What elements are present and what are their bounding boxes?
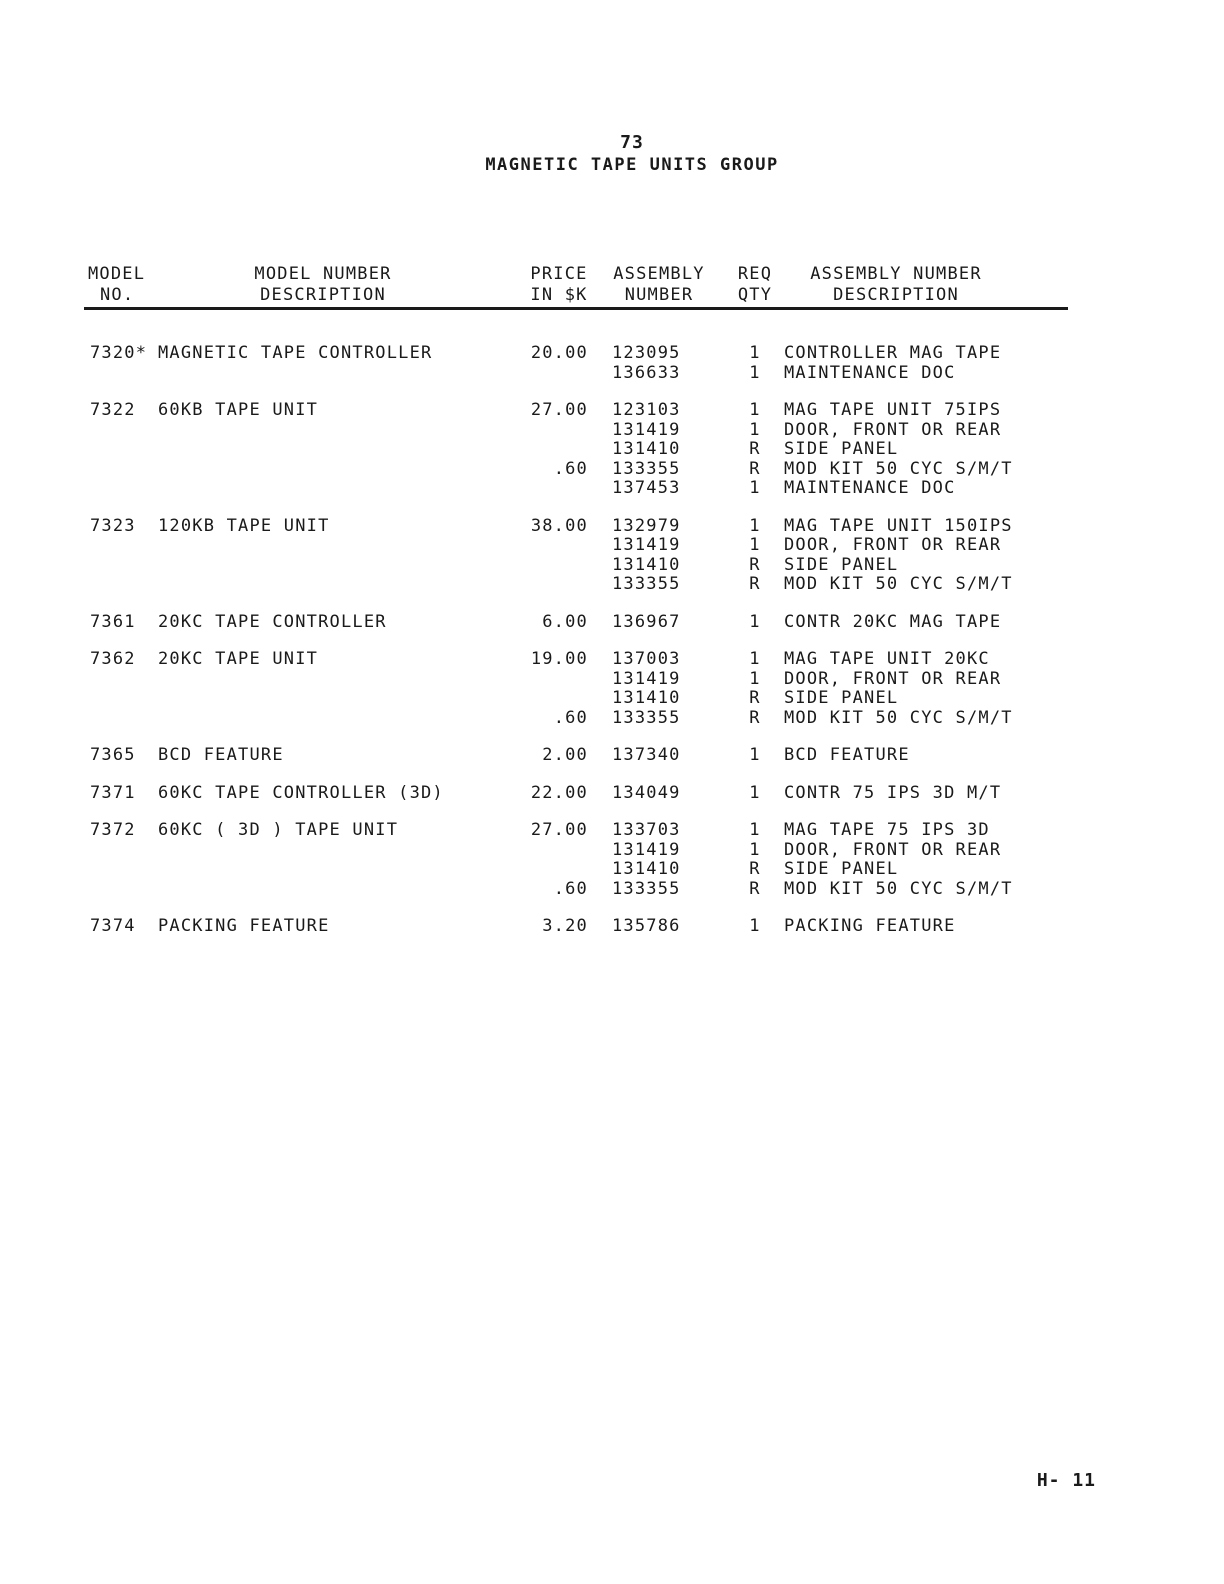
table-row xyxy=(0,363,1224,383)
model-number: 7361 xyxy=(90,611,136,632)
assembly-number: 134049 xyxy=(612,782,681,803)
assembly-number: 123103 xyxy=(612,400,681,420)
table-row xyxy=(0,649,1224,669)
table-row xyxy=(0,535,1224,555)
header-model-no-line1: MODEL xyxy=(88,264,146,284)
header-assembly-number xyxy=(609,264,709,306)
model-group xyxy=(0,820,1224,898)
table-row xyxy=(0,840,1224,860)
table-row xyxy=(0,400,1224,420)
req-qty: 1 xyxy=(749,419,761,440)
table-row xyxy=(0,343,1224,363)
assembly-number: 133355 xyxy=(612,707,681,728)
assembly-description: SIDE PANEL xyxy=(784,554,899,575)
req-qty: R xyxy=(749,878,761,899)
model-group xyxy=(0,745,1224,765)
assembly-description: CONTR 20KC MAG TAPE xyxy=(784,611,1002,632)
model-number: 7374 xyxy=(90,916,136,936)
assembly-number: 135786 xyxy=(612,916,681,936)
parts-table xyxy=(0,343,1224,954)
assembly-number: 137340 xyxy=(612,745,681,765)
header-price-line1: PRICE xyxy=(530,264,588,284)
req-qty: 1 xyxy=(749,839,761,860)
assembly-description: MAG TAPE 75 IPS 3D xyxy=(784,820,990,840)
assembly-description: DOOR, FRONT OR REAR xyxy=(784,535,1002,555)
assembly-description: BCD FEATURE xyxy=(784,745,910,765)
req-qty: 1 xyxy=(749,611,761,632)
title-block xyxy=(0,132,1224,175)
page-number: H- 11 xyxy=(1036,1470,1096,1491)
model-group xyxy=(0,783,1224,803)
header-divider xyxy=(84,307,1068,310)
model-description: 120KB TAPE UNIT xyxy=(158,515,330,536)
price: 2.00 xyxy=(542,745,588,765)
model-description: 20KC TAPE CONTROLLER xyxy=(158,611,387,632)
model-description: PACKING FEATURE xyxy=(158,916,330,936)
assembly-description: DOOR, FRONT OR REAR xyxy=(784,668,1002,689)
req-qty: 1 xyxy=(749,535,761,555)
req-qty: 1 xyxy=(749,343,761,363)
req-qty: 1 xyxy=(749,515,761,536)
header-assembly-number-line2: NUMBER xyxy=(624,285,694,305)
price: 19.00 xyxy=(530,649,588,669)
model-description: 60KC ( 3D ) TAPE UNIT xyxy=(158,820,399,840)
header-req-qty-line1: REQ xyxy=(737,264,773,284)
assembly-number: 133355 xyxy=(612,878,681,899)
assembly-number: 131410 xyxy=(612,439,681,459)
req-qty: 1 xyxy=(749,400,761,420)
assembly-description: SIDE PANEL xyxy=(784,439,899,459)
group-number: 73 xyxy=(620,132,644,153)
assembly-description: MOD KIT 50 CYC S/M/T xyxy=(784,574,1013,594)
assembly-description: MOD KIT 50 CYC S/M/T xyxy=(784,458,1013,479)
table-row xyxy=(0,688,1224,708)
model-description: MAGNETIC TAPE CONTROLLER xyxy=(158,343,433,363)
assembly-number: 131410 xyxy=(612,859,681,879)
price: 38.00 xyxy=(530,515,588,536)
req-qty: 1 xyxy=(749,668,761,689)
assembly-number: 131419 xyxy=(612,668,681,689)
price: 3.20 xyxy=(542,916,588,936)
assembly-number: 123095 xyxy=(612,343,681,363)
model-group xyxy=(0,343,1224,382)
header-assembly-number-line1: ASSEMBLY xyxy=(613,264,705,284)
req-qty: 1 xyxy=(749,782,761,803)
price: 27.00 xyxy=(530,820,588,840)
assembly-number: 133355 xyxy=(612,574,681,594)
header-assembly-description-line2: DESCRIPTION xyxy=(833,285,959,305)
model-group xyxy=(0,612,1224,632)
model-description: BCD FEATURE xyxy=(158,745,284,765)
model-number: 7362 xyxy=(90,649,136,669)
req-qty: 1 xyxy=(749,362,761,383)
table-row xyxy=(0,708,1224,728)
assembly-number: 136633 xyxy=(612,362,681,383)
assembly-number: 131419 xyxy=(612,839,681,860)
price: 20.00 xyxy=(530,343,588,363)
assembly-number: 133703 xyxy=(612,820,681,840)
req-qty: R xyxy=(749,554,761,575)
price: .60 xyxy=(553,458,588,479)
model-group xyxy=(0,916,1224,936)
price: 27.00 xyxy=(530,400,588,420)
assembly-description: SIDE PANEL xyxy=(784,688,899,708)
table-row xyxy=(0,459,1224,479)
assembly-number: 137003 xyxy=(612,649,681,669)
assembly-number: 133355 xyxy=(612,458,681,479)
table-row xyxy=(0,612,1224,632)
header-assembly-description-line1: ASSEMBLY NUMBER xyxy=(810,264,982,284)
req-qty: 1 xyxy=(749,649,761,669)
assembly-description: DOOR, FRONT OR REAR xyxy=(784,419,1002,440)
header-model-description-line1: MODEL NUMBER xyxy=(254,264,392,284)
table-row xyxy=(0,859,1224,879)
assembly-description: MAG TAPE UNIT 20KC xyxy=(784,649,990,669)
model-number: 7320* xyxy=(90,343,148,363)
req-qty: R xyxy=(749,859,761,879)
header-model-no-line2: NO. xyxy=(100,285,135,305)
assembly-description: DOOR, FRONT OR REAR xyxy=(784,839,1002,860)
req-qty: R xyxy=(749,688,761,708)
table-row xyxy=(0,783,1224,803)
model-description: 20KC TAPE UNIT xyxy=(158,649,319,669)
req-qty: 1 xyxy=(749,916,761,936)
assembly-description: MOD KIT 50 CYC S/M/T xyxy=(784,878,1013,899)
header-req-qty xyxy=(734,264,776,306)
assembly-number: 137453 xyxy=(612,478,681,498)
price: .60 xyxy=(553,878,588,899)
assembly-description: MAG TAPE UNIT 75IPS xyxy=(784,400,1002,420)
header-assembly-description xyxy=(806,264,986,306)
page-title: MAGNETIC TAPE UNITS GROUP xyxy=(485,155,779,175)
assembly-description: SIDE PANEL xyxy=(784,859,899,879)
assembly-number: 131419 xyxy=(612,535,681,555)
table-row xyxy=(0,478,1224,498)
table-row xyxy=(0,745,1224,765)
model-number: 7322 xyxy=(90,400,136,420)
assembly-description: CONTR 75 IPS 3D M/T xyxy=(784,782,1002,803)
table-row xyxy=(0,574,1224,594)
model-number: 7371 xyxy=(90,782,136,803)
assembly-number: 132979 xyxy=(612,515,681,536)
price: .60 xyxy=(553,707,588,728)
req-qty: R xyxy=(749,439,761,459)
table-row xyxy=(0,439,1224,459)
assembly-description: MOD KIT 50 CYC S/M/T xyxy=(784,707,1013,728)
model-number: 7365 xyxy=(90,745,136,765)
model-group xyxy=(0,400,1224,498)
req-qty: 1 xyxy=(749,745,761,765)
req-qty: 1 xyxy=(749,478,761,498)
table-row xyxy=(0,916,1224,936)
price: 22.00 xyxy=(530,782,588,803)
header-model-description-line2: DESCRIPTION xyxy=(260,285,386,305)
assembly-number: 131410 xyxy=(612,688,681,708)
header-model-description xyxy=(248,264,398,306)
header-model-no xyxy=(88,264,145,306)
header-price xyxy=(526,264,592,306)
model-group xyxy=(0,649,1224,727)
req-qty: R xyxy=(749,458,761,479)
table-row xyxy=(0,669,1224,689)
req-qty: R xyxy=(749,707,761,728)
table-row xyxy=(0,555,1224,575)
table-row xyxy=(0,516,1224,536)
table-row xyxy=(0,420,1224,440)
assembly-number: 131419 xyxy=(612,419,681,440)
assembly-description: CONTROLLER MAG TAPE xyxy=(784,343,1002,363)
table-row xyxy=(0,820,1224,840)
assembly-number: 136967 xyxy=(612,611,681,632)
req-qty: R xyxy=(749,574,761,594)
model-description: 60KC TAPE CONTROLLER (3D) xyxy=(158,782,444,803)
assembly-number: 131410 xyxy=(612,554,681,575)
table-row xyxy=(0,879,1224,899)
assembly-description: PACKING FEATURE xyxy=(784,916,956,936)
assembly-description: MAG TAPE UNIT 150IPS xyxy=(784,515,1013,536)
model-group xyxy=(0,516,1224,594)
model-number: 7323 xyxy=(90,515,136,536)
req-qty: 1 xyxy=(749,820,761,840)
price: 6.00 xyxy=(542,611,588,632)
header-req-qty-line2: QTY xyxy=(737,285,773,305)
model-number: 7372 xyxy=(90,820,136,840)
header-price-line2: IN $K xyxy=(530,285,588,305)
assembly-description: MAINTENANCE DOC xyxy=(784,478,956,498)
model-description: 60KB TAPE UNIT xyxy=(158,400,319,420)
assembly-description: MAINTENANCE DOC xyxy=(784,362,956,383)
